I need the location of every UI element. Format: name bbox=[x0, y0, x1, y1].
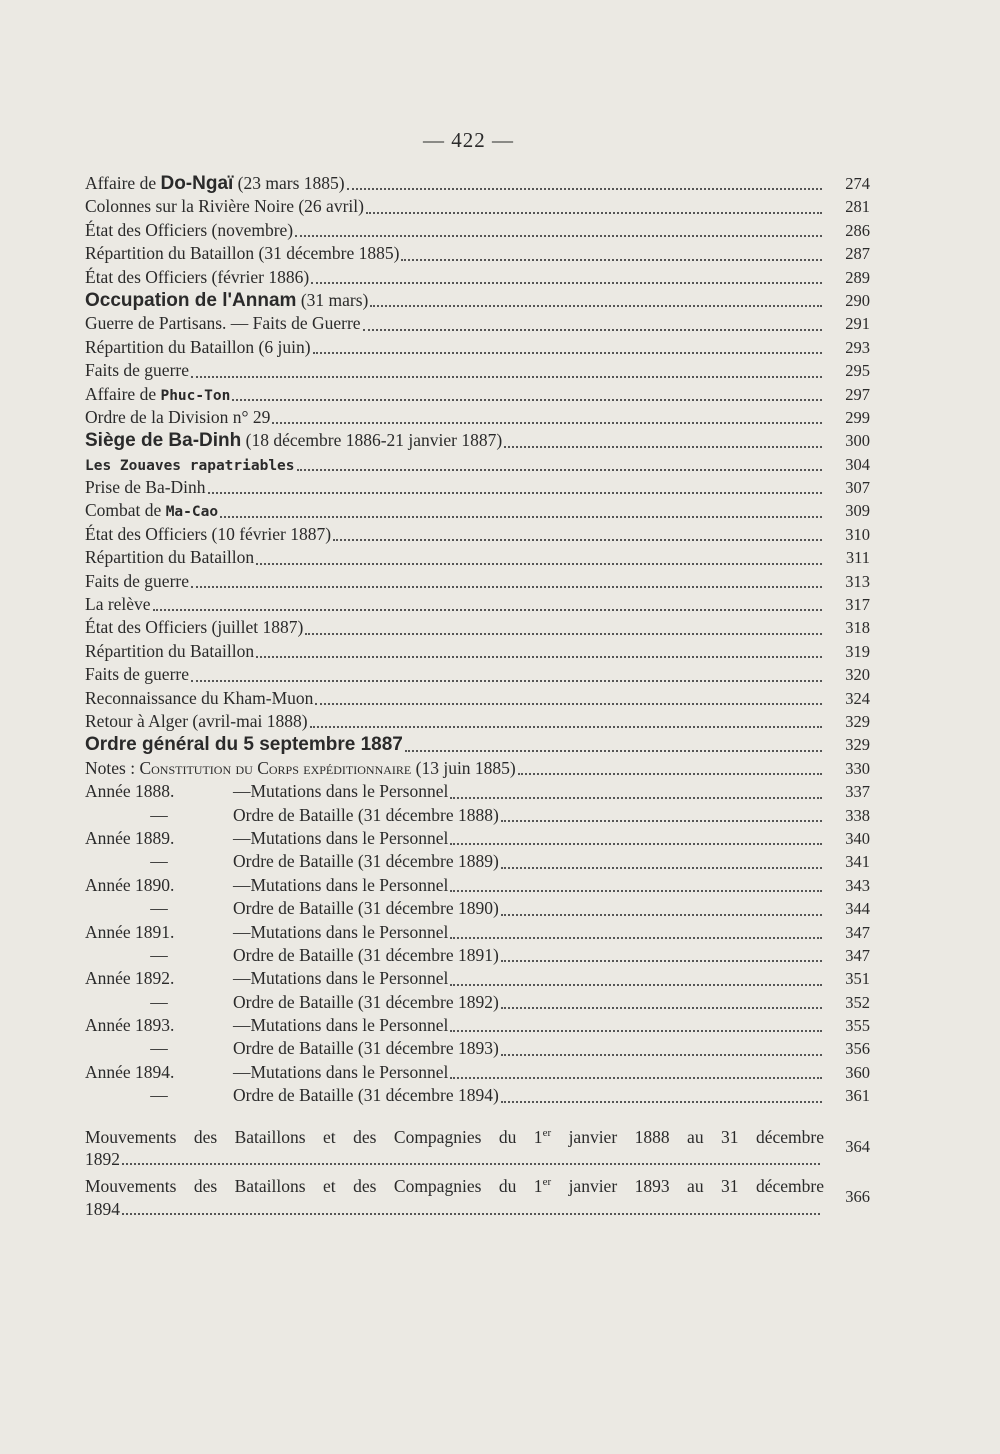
page-ref: 300 bbox=[845, 431, 870, 451]
page-ref: 364 bbox=[845, 1137, 870, 1157]
dot-leader bbox=[501, 1007, 822, 1009]
entry-line bbox=[85, 1122, 824, 1149]
toc-entry-title bbox=[85, 499, 218, 524]
toc-row bbox=[85, 312, 870, 335]
entry-text: Mouvements des Bataillons et des Compagnies du 1 bbox=[85, 1176, 543, 1197]
entry-emphasis: Ordre général du 5 septembre 1887 bbox=[85, 734, 403, 756]
page-ref: 352 bbox=[845, 992, 870, 1012]
toc-row bbox=[85, 383, 870, 406]
page-ref: 290 bbox=[845, 290, 870, 310]
mutations-label: Mutations dans le Personnel bbox=[250, 921, 449, 942]
dot-leader bbox=[191, 586, 822, 588]
page-ref: 313 bbox=[845, 571, 870, 591]
page-ref: 319 bbox=[845, 641, 870, 661]
toc-row bbox=[85, 195, 870, 218]
toc-row bbox=[85, 266, 870, 289]
page-ref: 355 bbox=[845, 1016, 870, 1036]
entry-text: Affaire de bbox=[85, 173, 161, 193]
dot-leader bbox=[450, 1077, 822, 1079]
toc-row bbox=[85, 546, 870, 569]
toc-row bbox=[85, 1084, 870, 1107]
entry-text-suffix: (23 mars 1885) bbox=[233, 173, 345, 193]
superscript: er bbox=[542, 1126, 552, 1139]
page-ref: 330 bbox=[845, 758, 870, 778]
toc-row bbox=[85, 429, 870, 452]
dot-leader bbox=[208, 492, 822, 494]
dot-leader bbox=[501, 1054, 822, 1056]
dot-leader bbox=[305, 633, 822, 635]
spacer bbox=[85, 1108, 870, 1122]
entry-text: 1894 bbox=[85, 1199, 120, 1220]
entry-line bbox=[85, 1198, 824, 1221]
page-ref: 344 bbox=[845, 899, 870, 919]
toc-row bbox=[85, 1037, 870, 1060]
entry-text: Mouvements des Bataillons et des Compagnies du 1 bbox=[85, 1126, 543, 1147]
dot-leader bbox=[191, 680, 822, 682]
toc-row bbox=[85, 406, 870, 429]
toc-entry-title bbox=[85, 312, 361, 335]
page-ref: 299 bbox=[845, 407, 870, 427]
toc-entry-title bbox=[85, 336, 311, 359]
entry-text: Ordre de la Division n° 29 bbox=[85, 406, 271, 427]
dot-leader bbox=[450, 843, 822, 845]
ordre-label: Ordre de Bataille (31 décembre 1891) bbox=[233, 944, 499, 965]
toc-entry-title bbox=[85, 616, 303, 639]
year-label: Année 1894. bbox=[85, 1061, 175, 1082]
toc-entry-title bbox=[85, 640, 254, 663]
toc-row bbox=[85, 780, 870, 803]
ditto-dash: — bbox=[150, 804, 168, 825]
entry-text: 1892 bbox=[85, 1149, 120, 1170]
page-ref: 310 bbox=[845, 524, 870, 544]
toc-row bbox=[85, 453, 870, 476]
entry-text: Répartition du Bataillon (31 décembre 1885) bbox=[85, 243, 400, 264]
ditto-dash: — bbox=[150, 1085, 168, 1106]
dot-leader bbox=[363, 329, 822, 331]
entry-text: État des Officiers (février 1886) bbox=[85, 266, 310, 287]
year-label: Année 1892. bbox=[85, 968, 175, 989]
dot-leader bbox=[191, 376, 822, 378]
entry-text: Retour à Alger (avril-mai 1888) bbox=[85, 710, 308, 731]
page-ref: 287 bbox=[845, 244, 870, 264]
entry-emphasis: Phuc-Ton bbox=[160, 387, 231, 404]
page-ref: 295 bbox=[845, 361, 870, 381]
dot-leader bbox=[232, 399, 822, 401]
dot-leader bbox=[122, 1148, 820, 1165]
toc-entry-title bbox=[85, 733, 403, 756]
toc-row bbox=[85, 242, 870, 265]
toc-row bbox=[85, 336, 870, 359]
toc-row bbox=[85, 640, 870, 663]
page-ref: 340 bbox=[845, 828, 870, 848]
toc-entry-title bbox=[85, 476, 206, 499]
toc-entry-title bbox=[85, 453, 295, 478]
entry-emphasis: Occupation de l'Annam bbox=[85, 289, 297, 311]
toc-row bbox=[85, 476, 870, 499]
entry-text: Répartition du Bataillon (6 juin) bbox=[85, 336, 311, 357]
page-ref: 320 bbox=[845, 665, 870, 685]
ditto-dash: — bbox=[150, 898, 168, 919]
ordre-label: Ordre de Bataille (31 décembre 1888) bbox=[233, 804, 499, 825]
toc-entry-title bbox=[85, 593, 151, 616]
entry-text: Prise de Ba-Dinh bbox=[85, 477, 206, 498]
year-label: Année 1893. bbox=[85, 1015, 175, 1036]
mutations-label: Mutations dans le Personnel bbox=[250, 781, 449, 802]
entry-text-suffix: (13 juin 1885) bbox=[411, 757, 516, 778]
mutations-label: Mutations dans le Personnel bbox=[250, 1061, 449, 1082]
page-ref: 291 bbox=[845, 314, 870, 334]
dot-leader bbox=[297, 469, 822, 471]
page-number: — 422 — bbox=[423, 128, 514, 152]
page-ref: 317 bbox=[845, 595, 870, 615]
page-ref: 366 bbox=[845, 1186, 870, 1206]
entry-emphasis: Ma-Cao bbox=[165, 504, 219, 521]
page-ref: 360 bbox=[845, 1062, 870, 1082]
page-ref: 304 bbox=[845, 454, 870, 474]
toc-entry-title bbox=[85, 429, 502, 452]
mutations-label: Mutations dans le Personnel bbox=[250, 874, 449, 895]
dot-leader bbox=[272, 422, 822, 424]
entry-text: Affaire de bbox=[85, 383, 161, 404]
toc-row bbox=[85, 1014, 870, 1037]
toc-entry-title bbox=[85, 570, 189, 593]
page-ref: 341 bbox=[845, 852, 870, 872]
page-ref: 274 bbox=[845, 174, 870, 193]
dot-leader bbox=[405, 750, 822, 752]
toc-row bbox=[85, 967, 870, 990]
toc-row bbox=[85, 944, 870, 967]
year-label: Année 1889. bbox=[85, 827, 175, 848]
dash: — bbox=[233, 781, 251, 802]
dot-leader bbox=[256, 656, 822, 658]
page-ref: 351 bbox=[845, 969, 870, 989]
page-ref: 329 bbox=[845, 735, 870, 755]
toc-row bbox=[85, 850, 870, 873]
dot-leader bbox=[450, 937, 822, 939]
dot-leader bbox=[153, 609, 822, 611]
dot-leader bbox=[501, 960, 822, 962]
entry-text-suffix: janvier 1893 au 31 décembre bbox=[551, 1176, 824, 1197]
entry-text: Guerre de Partisans. — Faits de Guerre bbox=[85, 313, 361, 334]
ditto-dash: — bbox=[150, 944, 168, 965]
toc-entry-title bbox=[85, 289, 368, 312]
toc-row bbox=[85, 616, 870, 639]
entry-emphasis: Les Zouaves rapatriables bbox=[85, 457, 295, 474]
dot-leader bbox=[504, 446, 822, 448]
toc-row bbox=[85, 1061, 870, 1084]
ditto-dash: — bbox=[150, 991, 168, 1012]
entry-emphasis: Siège de Ba-Dinh bbox=[85, 430, 242, 452]
toc-row bbox=[85, 663, 870, 686]
entry-emphasis: Do-Ngaï bbox=[160, 173, 234, 194]
entry-text: La relève bbox=[85, 594, 151, 615]
entry-text: Faits de guerre bbox=[85, 360, 189, 381]
toc-row-multiline bbox=[85, 1171, 870, 1221]
ordre-label: Ordre de Bataille (31 décembre 1890) bbox=[233, 898, 499, 919]
dot-leader bbox=[370, 305, 822, 307]
dot-leader bbox=[310, 726, 822, 728]
page-ref: 293 bbox=[845, 337, 870, 357]
page-ref: 289 bbox=[845, 267, 870, 287]
dash: — bbox=[233, 921, 251, 942]
page-ref: 356 bbox=[845, 1039, 870, 1059]
dash: — bbox=[233, 968, 251, 989]
dot-leader bbox=[501, 914, 822, 916]
page-ref: 309 bbox=[845, 501, 870, 521]
toc-entry-title bbox=[85, 663, 189, 686]
entry-text: Répartition du Bataillon bbox=[85, 547, 255, 568]
entry-text: Reconnaissance du Kham-Muon bbox=[85, 687, 314, 708]
toc-row bbox=[85, 874, 870, 897]
ditto-dash: — bbox=[150, 1038, 168, 1059]
toc-row bbox=[85, 991, 870, 1014]
ditto-dash: — bbox=[150, 851, 168, 872]
dot-leader bbox=[122, 1198, 820, 1215]
toc-entry-title bbox=[85, 406, 270, 429]
entry-text: Faits de guerre bbox=[85, 664, 189, 685]
dot-leader bbox=[315, 703, 822, 705]
ordre-label: Ordre de Bataille (31 décembre 1892) bbox=[233, 991, 499, 1012]
toc-entry-title bbox=[85, 687, 313, 710]
toc-row bbox=[85, 359, 870, 382]
toc-movement-entries bbox=[85, 1122, 870, 1222]
dot-leader bbox=[518, 773, 822, 775]
page-ref: 311 bbox=[845, 548, 870, 568]
page-ref: 329 bbox=[845, 711, 870, 731]
year-label: Année 1891. bbox=[85, 921, 175, 942]
toc-row bbox=[85, 804, 870, 827]
dot-leader bbox=[450, 797, 822, 799]
entry-text-suffix: (31 mars) bbox=[296, 289, 369, 310]
toc-entry-title bbox=[85, 757, 516, 780]
entry-text: Colonnes sur la Rivière Noire (26 avril) bbox=[85, 196, 364, 217]
page-ref: 307 bbox=[845, 478, 870, 498]
entry-text: Combat de bbox=[85, 500, 166, 521]
page-ref: 347 bbox=[845, 922, 870, 942]
toc-entry-title bbox=[85, 359, 189, 382]
toc-entry-title bbox=[85, 710, 308, 733]
page-ref: 318 bbox=[845, 618, 870, 638]
toc-year-entries bbox=[85, 780, 870, 1107]
toc-entry-title bbox=[85, 1122, 824, 1172]
mutations-label: Mutations dans le Personnel bbox=[250, 1015, 449, 1036]
toc-row bbox=[85, 499, 870, 522]
page-ref: 297 bbox=[845, 384, 870, 404]
dot-leader bbox=[313, 352, 822, 354]
ordre-label: Ordre de Bataille (31 décembre 1889) bbox=[233, 851, 499, 872]
entry-text: Faits de guerre bbox=[85, 570, 189, 591]
entry-line bbox=[85, 1171, 824, 1198]
toc-entry-title bbox=[85, 195, 364, 218]
ordre-label: Ordre de Bataille (31 décembre 1894) bbox=[233, 1085, 499, 1106]
dot-leader bbox=[256, 563, 822, 565]
entry-text: État des Officiers (juillet 1887) bbox=[85, 617, 304, 638]
dot-leader bbox=[450, 1030, 822, 1032]
mutations-label: Mutations dans le Personnel bbox=[250, 827, 449, 848]
year-label: Année 1890. bbox=[85, 874, 175, 895]
toc-row bbox=[85, 219, 870, 242]
page-ref: 347 bbox=[845, 945, 870, 965]
toc-row bbox=[85, 523, 870, 546]
dot-leader bbox=[501, 1101, 822, 1103]
dot-leader bbox=[295, 235, 822, 237]
table-of-contents bbox=[85, 172, 870, 1221]
dot-leader bbox=[450, 890, 822, 892]
toc-entry-title bbox=[85, 242, 399, 265]
year-label: Année 1888. bbox=[85, 781, 175, 802]
toc-entry-title bbox=[85, 523, 331, 546]
page-ref: 361 bbox=[845, 1086, 870, 1106]
toc-row bbox=[85, 289, 870, 312]
page-ref: 338 bbox=[845, 805, 870, 825]
page-ref: 281 bbox=[845, 197, 870, 217]
entry-text: État des Officiers (novembre) bbox=[85, 219, 294, 240]
toc-row bbox=[85, 897, 870, 920]
toc-entry-title bbox=[85, 546, 254, 569]
entry-emphasis: Constitution du Corps expéditionnaire bbox=[139, 757, 412, 778]
entry-text: État des Officiers (10 février 1887) bbox=[85, 523, 332, 544]
toc-row bbox=[85, 687, 870, 710]
toc-row bbox=[85, 710, 870, 733]
entry-text-suffix: janvier 1888 au 31 décembre bbox=[551, 1126, 824, 1147]
toc-row bbox=[85, 827, 870, 850]
toc-row-multiline bbox=[85, 1122, 870, 1172]
toc-entries bbox=[85, 172, 870, 780]
page-ref: 343 bbox=[845, 875, 870, 895]
entry-line bbox=[85, 1148, 824, 1171]
entry-text: Répartition du Bataillon bbox=[85, 640, 255, 661]
dash: — bbox=[233, 1061, 251, 1082]
dot-leader bbox=[220, 516, 822, 518]
dash: — bbox=[233, 827, 251, 848]
dot-leader bbox=[401, 259, 822, 261]
dot-leader bbox=[347, 188, 822, 190]
dot-leader bbox=[501, 820, 822, 822]
entry-text-suffix: (18 décembre 1886-21 janvier 1887) bbox=[241, 430, 503, 451]
dot-leader bbox=[366, 212, 822, 214]
toc-entry-title bbox=[85, 172, 345, 195]
toc-row bbox=[85, 733, 870, 756]
toc-row bbox=[85, 921, 870, 944]
page-ref: 286 bbox=[845, 220, 870, 240]
page-ref: 324 bbox=[845, 688, 870, 708]
dot-leader bbox=[311, 282, 822, 284]
toc-entry-title bbox=[85, 1171, 824, 1221]
ordre-label: Ordre de Bataille (31 décembre 1893) bbox=[233, 1038, 499, 1059]
entry-text: Notes : bbox=[85, 757, 140, 778]
toc-row bbox=[85, 757, 870, 780]
toc-entry-title bbox=[85, 383, 230, 408]
page-ref: 337 bbox=[845, 782, 870, 802]
dot-leader bbox=[333, 539, 822, 541]
dot-leader bbox=[450, 984, 822, 986]
toc-row bbox=[85, 570, 870, 593]
dash: — bbox=[233, 874, 251, 895]
toc-entry-title bbox=[85, 219, 293, 242]
toc-entry-title bbox=[85, 266, 309, 289]
superscript: er bbox=[542, 1176, 552, 1189]
mutations-label: Mutations dans le Personnel bbox=[250, 968, 449, 989]
dot-leader bbox=[501, 867, 822, 869]
toc-row bbox=[85, 172, 870, 195]
dash: — bbox=[233, 1015, 251, 1036]
toc-row bbox=[85, 593, 870, 616]
